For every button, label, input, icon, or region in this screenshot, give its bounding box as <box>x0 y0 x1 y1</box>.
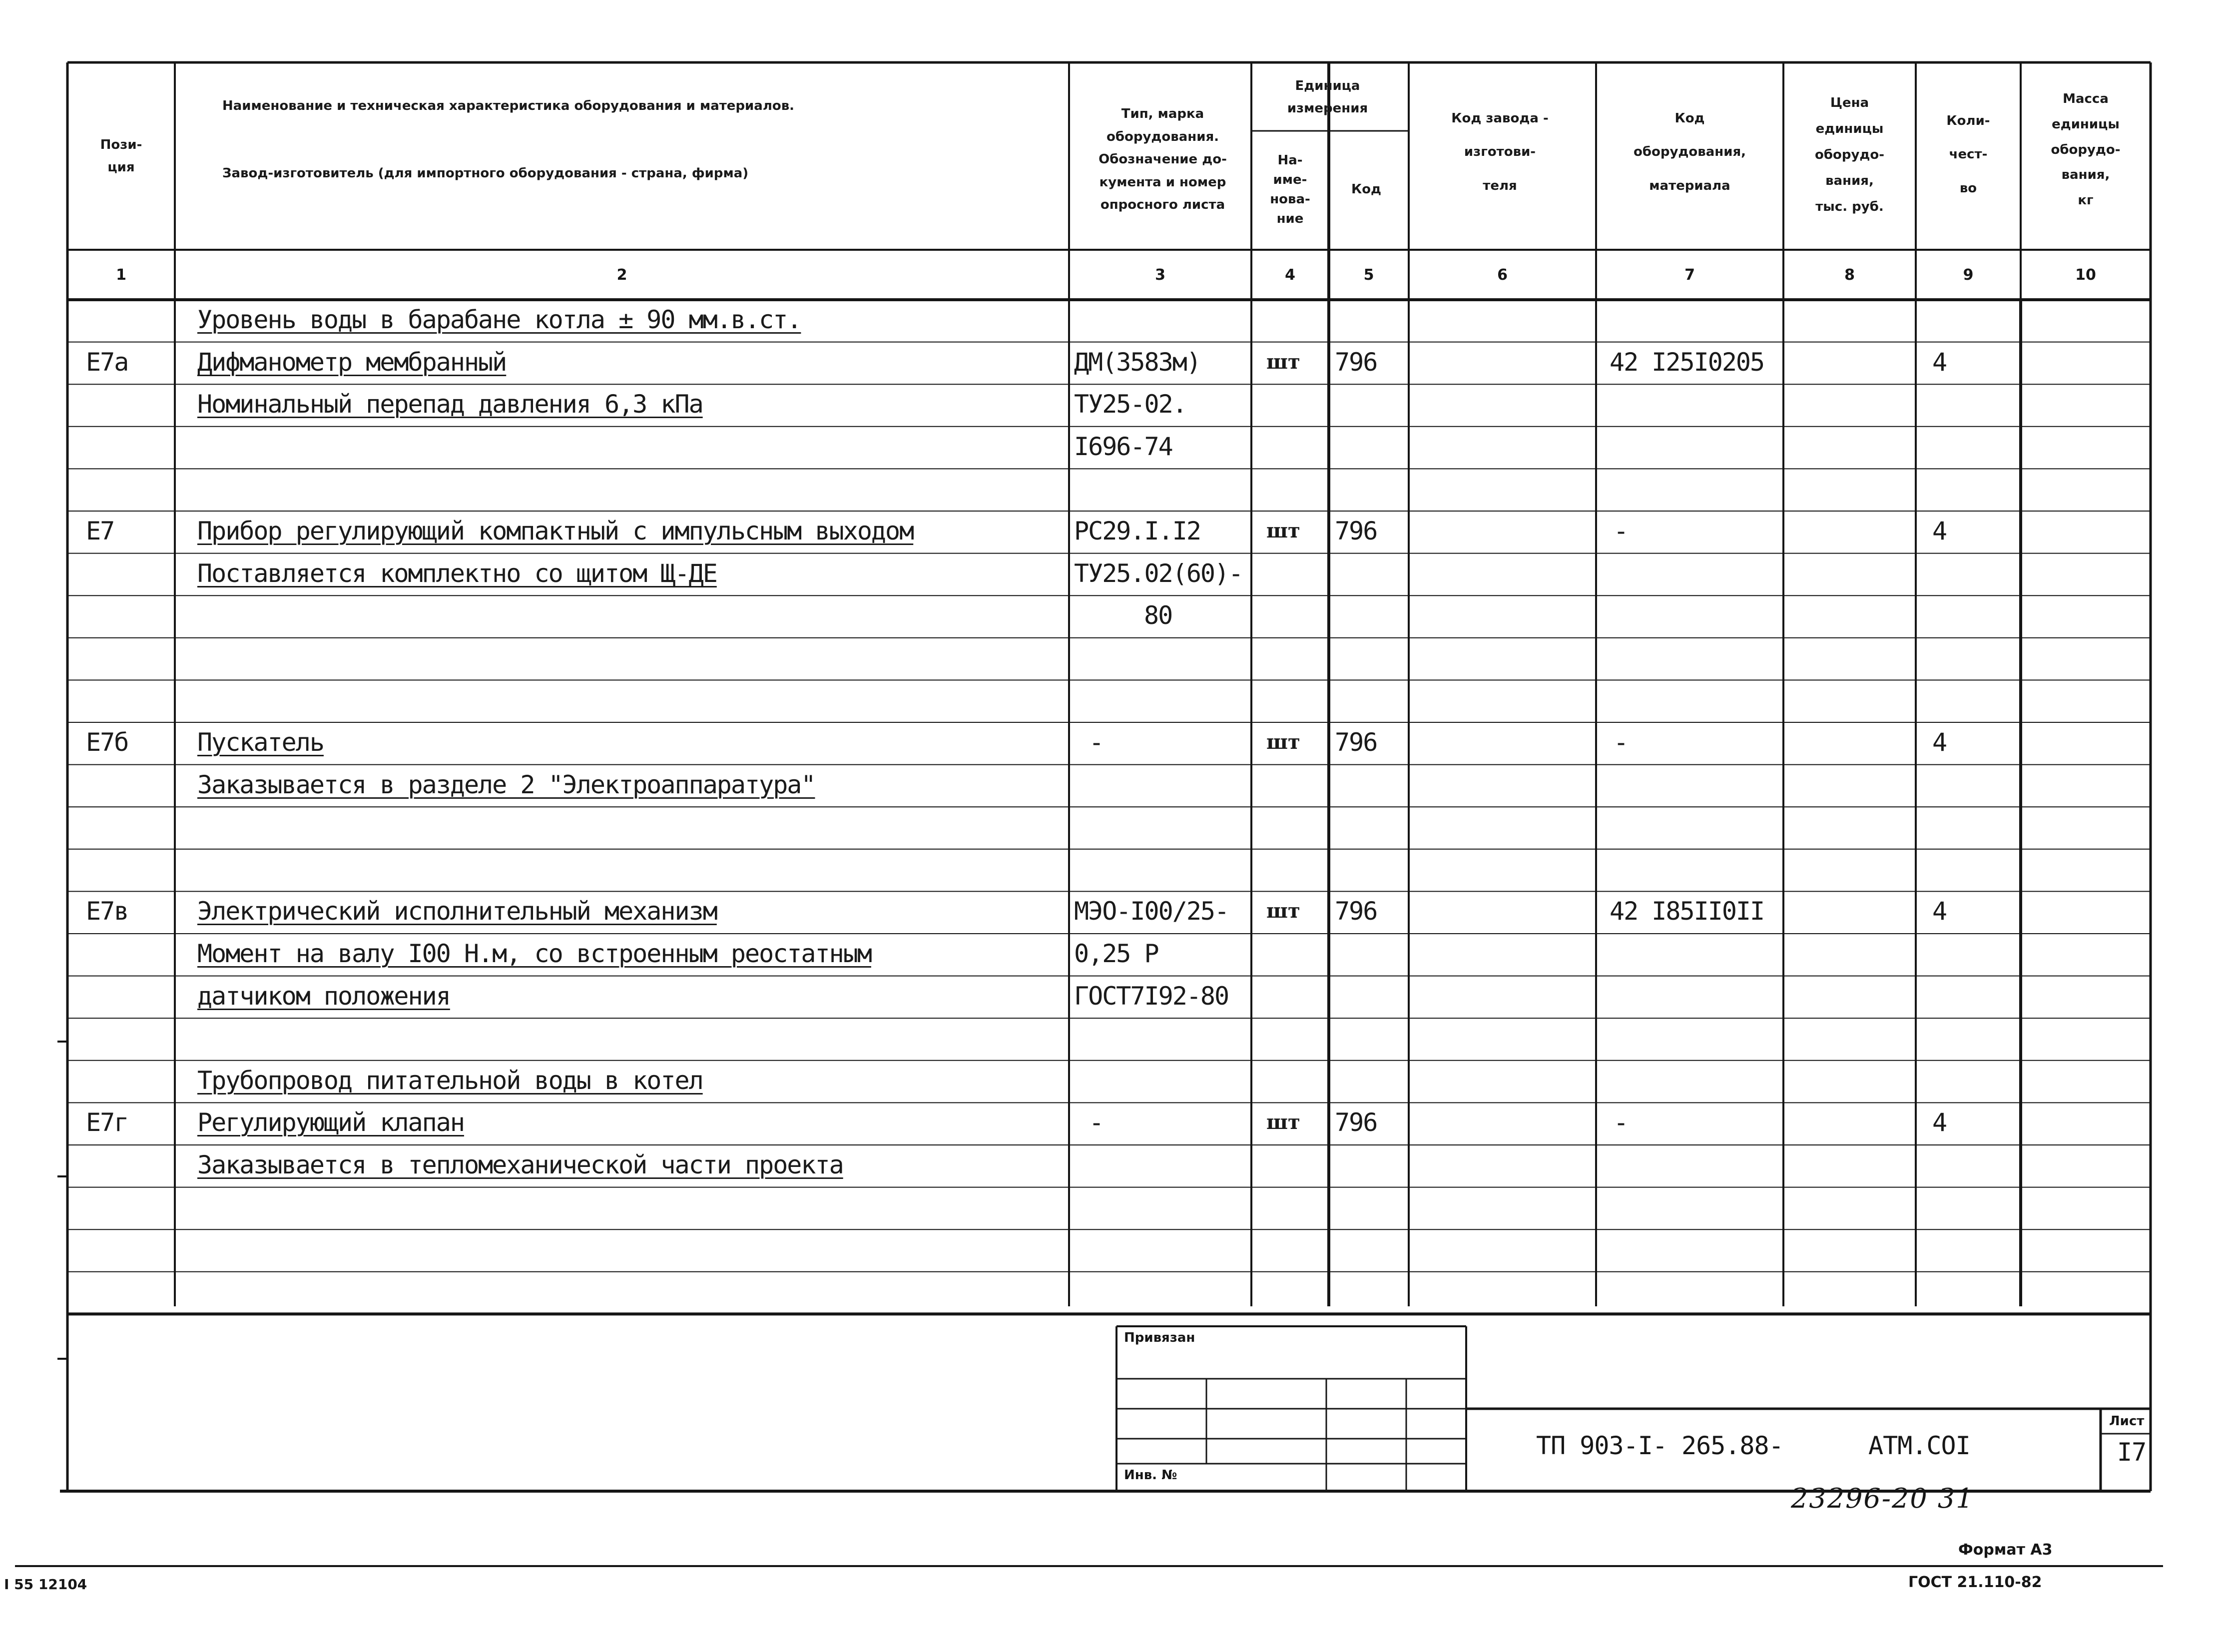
quantity-cell: 4 <box>1932 728 1947 757</box>
name-cell: Заказывается в тепломеханической части проекта <box>197 1150 843 1179</box>
header-type: Тип, марка оборудования. Обозначение до- кумента и номер опросного листа <box>1099 106 1227 213</box>
header-mass: Масса единицы оборудо- вания, кг <box>2051 91 2121 208</box>
unit-name-cell: шт <box>1266 899 1300 923</box>
unit-code-cell: 796 <box>1335 728 1377 757</box>
header-name: Наименование и техническая характеристика оборудования и материалов. Завод-изготовитель (для импортного оборудования - страна, фирма) <box>222 98 795 181</box>
equipment-code-cell: 42 I25I0205 <box>1610 347 1764 377</box>
header-factory-code: Код завода - изготови- теля <box>1451 110 1549 193</box>
equipment-code-cell: - <box>1614 1108 1628 1137</box>
stamp-tied-label: Привязан <box>1124 1330 1195 1345</box>
handwritten-number: 23296-20 31 <box>1791 1483 1974 1514</box>
sheet-label: Лист <box>2109 1414 2145 1429</box>
column-number: 4 <box>1285 266 1295 284</box>
footer-left-code: I 55 12104 <box>4 1576 87 1593</box>
doc-number: ТП 903-I- 265.88- <box>1536 1431 1783 1460</box>
name-cell: Регулирующий клапан <box>197 1108 464 1137</box>
type-cell: МЭО-I00/25- <box>1074 897 1229 926</box>
type-cell: ТУ25.02(60)- <box>1074 558 1243 588</box>
name-cell: Прибор регулирующий компактный с импульсным выходом <box>197 517 914 546</box>
column-number: 8 <box>1844 266 1855 284</box>
name-cell: Пускатель <box>197 728 324 757</box>
type-cell: РС29.I.I2 <box>1074 517 1200 546</box>
footer-gost: ГОСТ 21.110-82 <box>1908 1574 2042 1591</box>
unit-code-cell: 796 <box>1335 897 1377 926</box>
doc-suffix: АТМ.СОI <box>1868 1431 1970 1460</box>
name-cell: Момент на валу I00 Н.м, со встроенным реостатным <box>197 939 871 968</box>
name-cell: Заказывается в разделе 2 "Электроаппаратура" <box>197 770 815 799</box>
quantity-cell: 4 <box>1932 347 1947 377</box>
unit-name-cell: шт <box>1266 1110 1300 1134</box>
type-cell: ТУ25-02. <box>1074 390 1186 419</box>
equipment-code-cell: - <box>1614 517 1628 546</box>
sheet-number: I7 <box>2117 1438 2147 1467</box>
equipment-code-cell: - <box>1614 728 1628 757</box>
header-unit-group: Единица измерения <box>1287 78 1368 116</box>
name-cell: Поставляется комплектно со щитом Щ-ДЕ <box>197 558 717 588</box>
unit-code-cell: 796 <box>1335 347 1377 377</box>
type-cell: - <box>1089 728 1104 757</box>
column-number: 1 <box>116 266 126 284</box>
position-cell: Е7 <box>86 517 114 546</box>
unit-name-cell: шт <box>1266 519 1300 543</box>
column-number: 7 <box>1684 266 1695 284</box>
equipment-code-cell: 42 I85II0II <box>1610 897 1764 926</box>
name-cell: Электрический исполнительный механизм <box>197 897 717 926</box>
name-cell: датчиком положения <box>197 981 450 1011</box>
unit-name-cell: шт <box>1266 730 1300 754</box>
unit-name-cell: шт <box>1266 350 1300 374</box>
quantity-cell: 4 <box>1932 897 1947 926</box>
header-price: Цена единицы оборудо- вания, тыс. руб. <box>1814 95 1885 214</box>
quantity-cell: 4 <box>1932 1108 1947 1137</box>
header-position: Пози- ция <box>100 137 142 175</box>
unit-code-cell: 796 <box>1335 517 1377 546</box>
position-cell: Е7а <box>86 347 128 377</box>
position-cell: Е7г <box>86 1108 128 1137</box>
column-number: 9 <box>1963 266 1974 284</box>
type-cell: 0,25 Р <box>1074 939 1158 968</box>
name-cell: Уровень воды в барабане котла ± 90 мм.в.ст. <box>197 305 801 334</box>
type-cell: ДМ(3583м) <box>1074 347 1200 377</box>
position-cell: Е7в <box>86 897 128 926</box>
quantity-cell: 4 <box>1932 517 1947 546</box>
type-cell: I696-74 <box>1074 432 1172 461</box>
name-cell: Дифманометр мембранный <box>197 347 507 377</box>
column-number: 2 <box>616 266 627 284</box>
footer-format: Формат А3 <box>1958 1541 2053 1559</box>
column-number: 10 <box>2075 266 2096 284</box>
column-number: 3 <box>1155 266 1165 284</box>
stamp-inv-label: Инв. № <box>1124 1468 1177 1483</box>
header-equipment-code: Код оборудования, материала <box>1633 110 1746 193</box>
type-cell: - <box>1089 1108 1104 1137</box>
header-unit-name: На- име- нова- ние <box>1270 153 1310 226</box>
header-unit-code: Код <box>1351 182 1382 197</box>
position-cell: Е7б <box>86 728 128 757</box>
unit-code-cell: 796 <box>1335 1108 1377 1137</box>
name-cell: Трубопровод питательной воды в котел <box>197 1066 703 1095</box>
header-quantity: Коли- чест- во <box>1946 113 1990 196</box>
type-cell: ГОСТ7I92-80 <box>1074 981 1229 1011</box>
column-number: 6 <box>1497 266 1508 284</box>
name-cell: Номинальный перепад давления 6,3 кПа <box>197 390 703 419</box>
column-number: 5 <box>1363 266 1374 284</box>
type-cell: 80 <box>1144 601 1172 630</box>
